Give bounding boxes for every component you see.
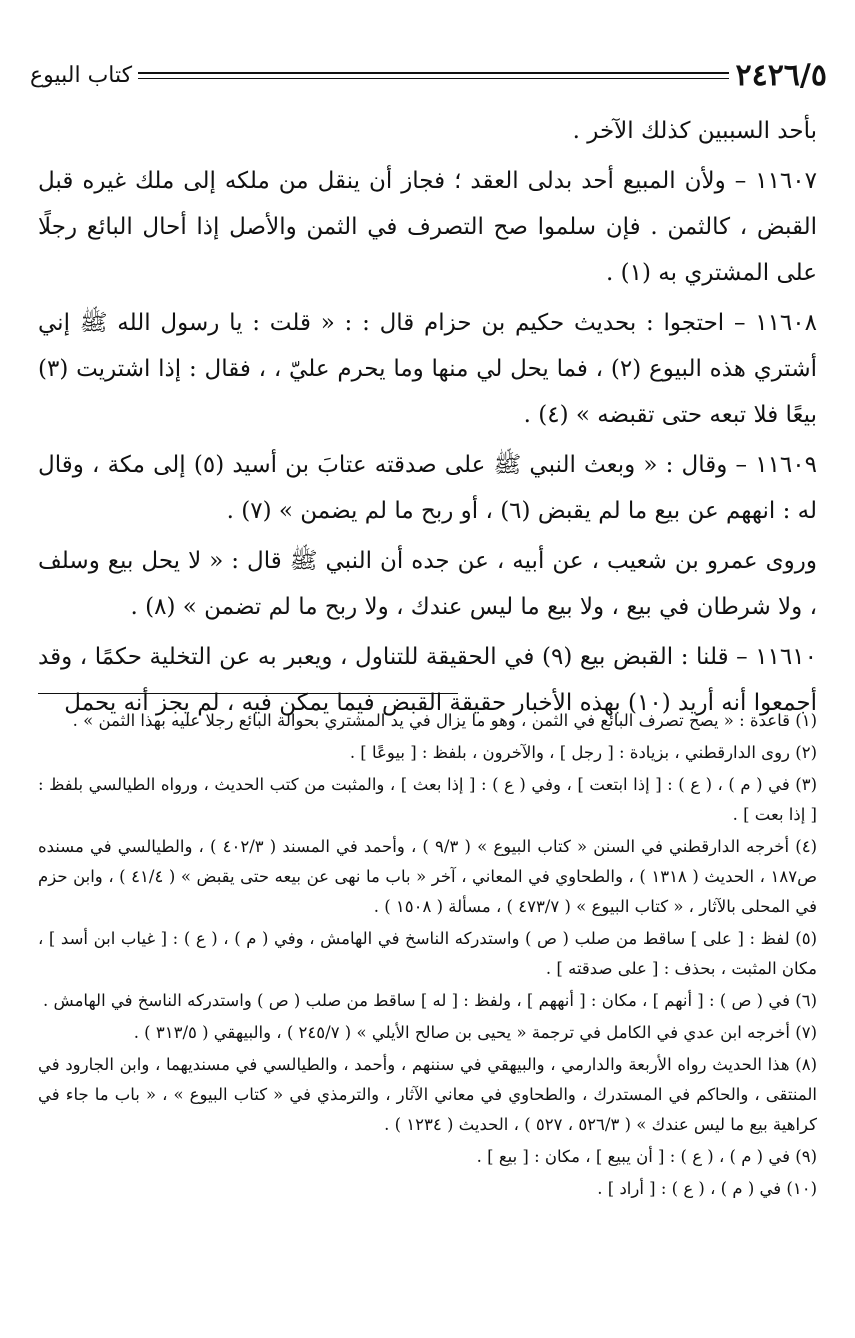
footnote: (٤) أخرجه الدارقطني في السنن « كتاب البيوع » ( ٩/٣ ) ، وأحمد في المسند ( ٤٠٢/٣ ) ، والطيالسي في مسنده ص١٨٧ ، الحديث ( ١٣١٨ ) ، والطحاوي في المعاني ، آخر « باب ما نهى عن بيعه حتى يقبض » ( ٤١/٤ ) ، وابن حزم في المحلى بالآثار ، « كتاب البيوع » ( ٤٧٣/٧ ) ، مسألة ( ١٥٠٨ ) . bbox=[38, 837, 818, 916]
footnote: (٧) أخرجه ابن عدي في الكامل في ترجمة « يحيى بن صالح الأيلي » ( ٢٤٥/٧ ) ، والبيهقي ( ٣١٣/٥ ) . bbox=[133, 1023, 817, 1042]
body-paragraph: ١١٦٠٨ – احتجوا : بحديث حكيم بن حزام قال : : « قلت : يا رسول الله ﷺ إني أشتري هذه البيوع (٢) ، فما يحل لي منها وما يحرم عليّ ، ، فقال : إذا اشتريت (٣) بيعًا فلا تبعه حتى تقبضه » (٤) . bbox=[38, 310, 817, 428]
body-paragraph: وروى عمرو بن شعيب ، عن أبيه ، عن جده أن النبي ﷺ قال : « لا يحل بيع وسلف ، ولا شرطان في بيع ، ولا بيع ما ليس عندك ، ولا ربح ما لم تضمن » (٨) . bbox=[38, 548, 817, 620]
footnote: (١) قاعدة : « يصح تصرف البائع في الثمن ، وهو ما يزال في يد المشتري بحوالة البائع رجلا عليه بهذا الثمن » . bbox=[72, 711, 817, 730]
body-paragraph: بأحد السببين كذلك الآخر . bbox=[572, 118, 817, 144]
header-rule bbox=[138, 72, 729, 79]
footnote: (٣) في ( م ) ، ( ع ) : [ إذا ابتعت ] ، وفي ( ع ) : [ إذا بعث ] ، والمثبت من كتب الحديث ، ورواه الطيالسي بلفظ : [ إذا بعت ] . bbox=[38, 775, 817, 824]
body-paragraph: ١١٦٠٩ – وقال : « وبعث النبي ﷺ على صدقته عتابَ بن أسيد (٥) إلى مكة ، وقال له : انههم عن بيع ما لم يقبض (٦) ، أو ربح ما لم يضمن » (٧) . bbox=[38, 452, 817, 524]
footnote: (٥) لفظ : [ على ] ساقط من صلب ( ص ) واستدركه الناسخ في الهامش ، وفي ( م ) ، ( ع ) : [ غياب ابن أسد ] ، مكان المثبت ، بحذف : [ على صدقته ] . bbox=[38, 929, 817, 978]
footnote: (٦) في ( ص ) : [ أنهم ] ، مكان : [ أنههم ] ، ولفظ : [ له ] ساقط من صلب ( ص ) واستدركه الناسخ في الهامش . bbox=[43, 991, 817, 1010]
page-number: ٢٤٢٦/٥ bbox=[735, 57, 827, 93]
footnotes bbox=[38, 706, 817, 1206]
body-paragraph: ١١٦٠٧ – ولأن المبيع أحد بدلى العقد ؛ فجاز أن ينقل من ملكه إلى ملك غيره قبل القبض ، كالثمن . فإن سلموا صح التصرف في الثمن والأصل إذا أحال البائع رجلًا على المشتري به (١) . bbox=[38, 168, 817, 286]
body-paragraph: ١١٦١٠ – قلنا : القبض بيع (٩) في الحقيقة للتناول ، ويعبر به عن التخلية حكمًا ، وقد أجمعوا أنه أريد (١٠) بهذه الأخبار حقيقة القبض فيما يمكن فيه ، لم يجز أنه يحمل bbox=[38, 644, 817, 716]
page-header bbox=[30, 50, 827, 100]
footnote: (٢) روى الدارقطني ، بزيادة : [ رجل ] ، والآخرون ، بلفظ : [ بيوعًا ] . bbox=[349, 743, 817, 762]
footnote: (١٠) في ( م ) ، ( ع ) : [ أراد ] . bbox=[597, 1179, 817, 1198]
footnote-separator bbox=[38, 693, 458, 694]
running-title: كتاب البيوع bbox=[30, 62, 133, 88]
main-text bbox=[38, 108, 817, 730]
footnote: (٩) في ( م ) ، ( ع ) : [ أن يبيع ] ، مكان : [ بيع ] . bbox=[476, 1147, 817, 1166]
footnote: (٨) هذا الحديث رواه الأربعة والدارمي ، والبيهقي في سننهم ، وأحمد ، والطيالسي في مسنديهما ، وابن الجارود في المنتقى ، والحاكم في المستدرك ، والطحاوي في معاني الآثار ، والترمذي في « كتاب البيوع » ، « باب ما جاء في كراهية بيع ما ليس عندك » ( ٥٢٦/٣ ، ٥٢٧ ) ، الحديث ( ١٢٣٤ ) . bbox=[38, 1055, 817, 1134]
